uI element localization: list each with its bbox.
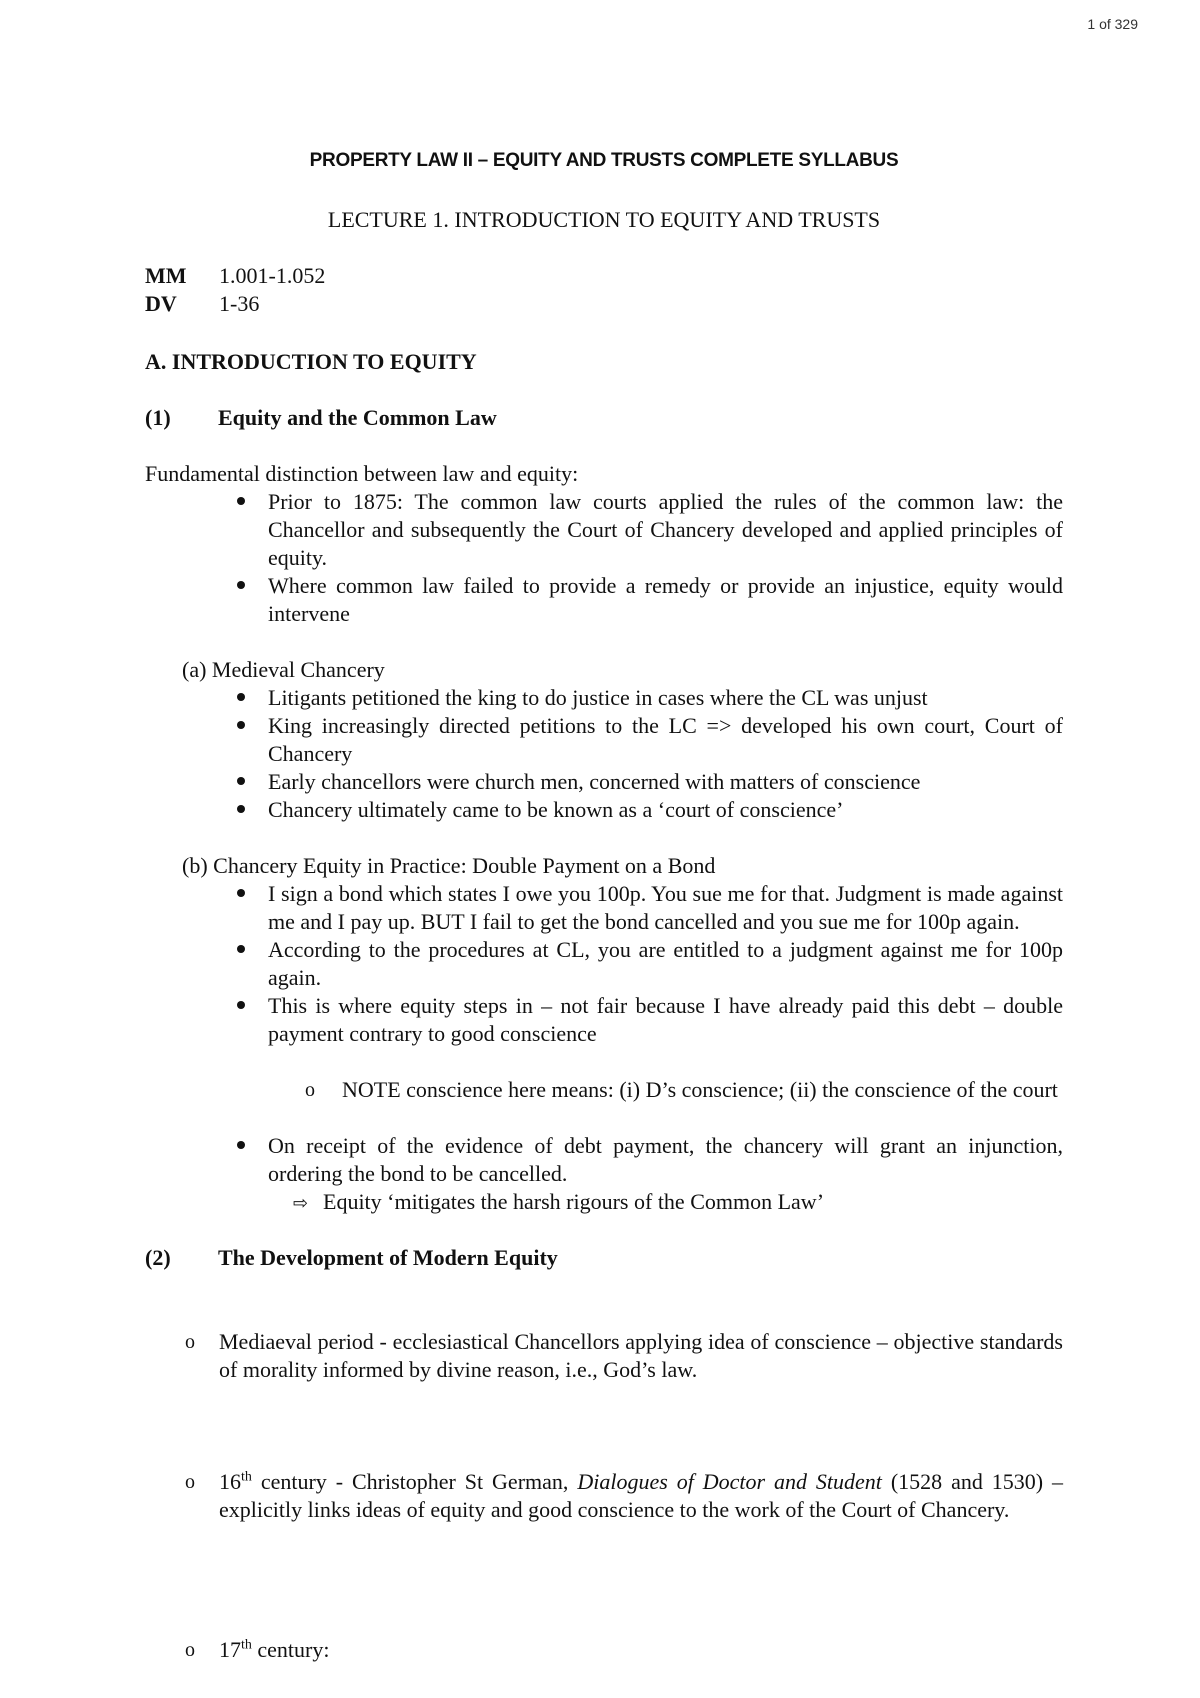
circle-bullet-icon: o: [305, 1079, 315, 1101]
heading-2: [145, 1244, 558, 1272]
list-item: On receipt of the evidence of debt payment, the chancery will grant an injunction, ordering the bond to be cancelled.: [145, 1132, 1063, 1188]
note-item: [145, 1076, 1063, 1104]
lecture-title: LECTURE 1. INTRODUCTION TO EQUITY AND TRUSTS: [327, 207, 881, 232]
bullet-icon: [237, 1141, 245, 1149]
list-item: This is where equity steps in – not fair because I have already paid this debt – double payment contrary to good conscience: [145, 992, 1063, 1048]
heading-title: Equity and the Common Law: [218, 405, 497, 430]
subsection-b-heading: (b) Chancery Equity in Practice: Double Payment on a Bond: [182, 853, 716, 878]
reference-row-mm: [145, 262, 325, 290]
circle-bullet-icon: o: [185, 1331, 195, 1353]
list-item: Chancery ultimately came to be known as a ‘court of conscience’: [145, 796, 1063, 824]
development-item-17th-century: [145, 1636, 1063, 1664]
arrow-conclusion-text: Equity ‘mitigates the harsh rigours of the Common Law’: [323, 1189, 825, 1214]
heading-number: (1): [145, 405, 171, 430]
arrow-conclusion: [293, 1188, 824, 1218]
page-number: 1 of 329: [1087, 16, 1138, 32]
bullet-icon: [237, 777, 245, 785]
receipt-bullet-list: [145, 1132, 1063, 1188]
book-title: Dialogues of Doctor and Student: [577, 1469, 882, 1494]
list-item: Where common law failed to provide a remedy or provide an injustice, equity would intervene: [145, 572, 1063, 628]
subsection-a-heading: (a) Medieval Chancery: [182, 657, 385, 682]
development-item-mediaeval: [145, 1328, 1063, 1384]
reference-key: DV: [145, 291, 177, 316]
bullet-icon: [237, 805, 245, 813]
circle-bullet-icon: o: [185, 1471, 195, 1493]
bullet-icon: [237, 1001, 245, 1009]
fundamental-intro: Fundamental distinction between law and equity:: [145, 461, 579, 486]
bullet-icon: [237, 889, 245, 897]
document-title: PROPERTY LAW II – EQUITY AND TRUSTS COMPLETE SYLLABUS: [309, 150, 899, 171]
list-item: Prior to 1875: The common law courts applied the rules of the common law: the Chancellor and subsequently the Court of Chancery developed and applied principles of equity.: [145, 488, 1063, 572]
heading-title: The Development of Modern Equity: [218, 1245, 558, 1270]
reference-row-dv: [145, 290, 259, 318]
bullet-icon: [237, 497, 245, 505]
development-text: Mediaeval period - ecclesiastical Chancellors applying idea of conscience – objective standards of morality informed by divine reason, i.e., God’s law.: [219, 1329, 1063, 1382]
note-text: NOTE conscience here means: (i) D’s conscience; (ii) the conscience of the court: [342, 1077, 1058, 1102]
reference-key: MM: [145, 263, 187, 288]
list-item: According to the procedures at CL, you are entitled to a judgment against me for 100p again.: [145, 936, 1063, 992]
list-item: Early chancellors were church men, concerned with matters of conscience: [145, 768, 1063, 796]
circle-bullet-icon: o: [185, 1639, 195, 1661]
development-text: 16th century - Christopher St German, Dialogues of Doctor and Student (1528 and 1530) – explicitly links ideas of equity and good conscience to the work of the Court of Chancery.: [219, 1469, 1064, 1522]
list-item: King increasingly directed petitions to the LC => developed his own court, Court of Chancery: [145, 712, 1063, 768]
section-a-heading: A. INTRODUCTION TO EQUITY: [145, 349, 477, 374]
list-item: Litigants petitioned the king to do justice in cases where the CL was unjust: [145, 684, 1063, 712]
bullet-icon: [237, 945, 245, 953]
heading-number: (2): [145, 1245, 171, 1270]
development-item-16th-century: [145, 1468, 1063, 1524]
bullet-icon: [237, 721, 245, 729]
reference-value: 1-36: [219, 291, 260, 316]
medieval-chancery-bullet-list: [145, 684, 1063, 824]
document-body: [145, 0, 1064, 1662]
bullet-icon: [237, 581, 245, 589]
development-text: 17th century:: [219, 1637, 330, 1662]
reference-value: 1.001-1.052: [219, 263, 326, 288]
heading-1: [145, 404, 497, 432]
bullet-icon: [237, 693, 245, 701]
list-item: I sign a bond which states I owe you 100p. You sue me for that. Judgment is made against me and I pay up. BUT I fail to get the bond cancelled and you sue me for 100p again.: [145, 880, 1063, 936]
double-payment-bullet-list: [145, 880, 1063, 1048]
fundamental-bullet-list: [145, 488, 1063, 628]
right-arrow-icon: ⇨: [293, 1193, 309, 1214]
